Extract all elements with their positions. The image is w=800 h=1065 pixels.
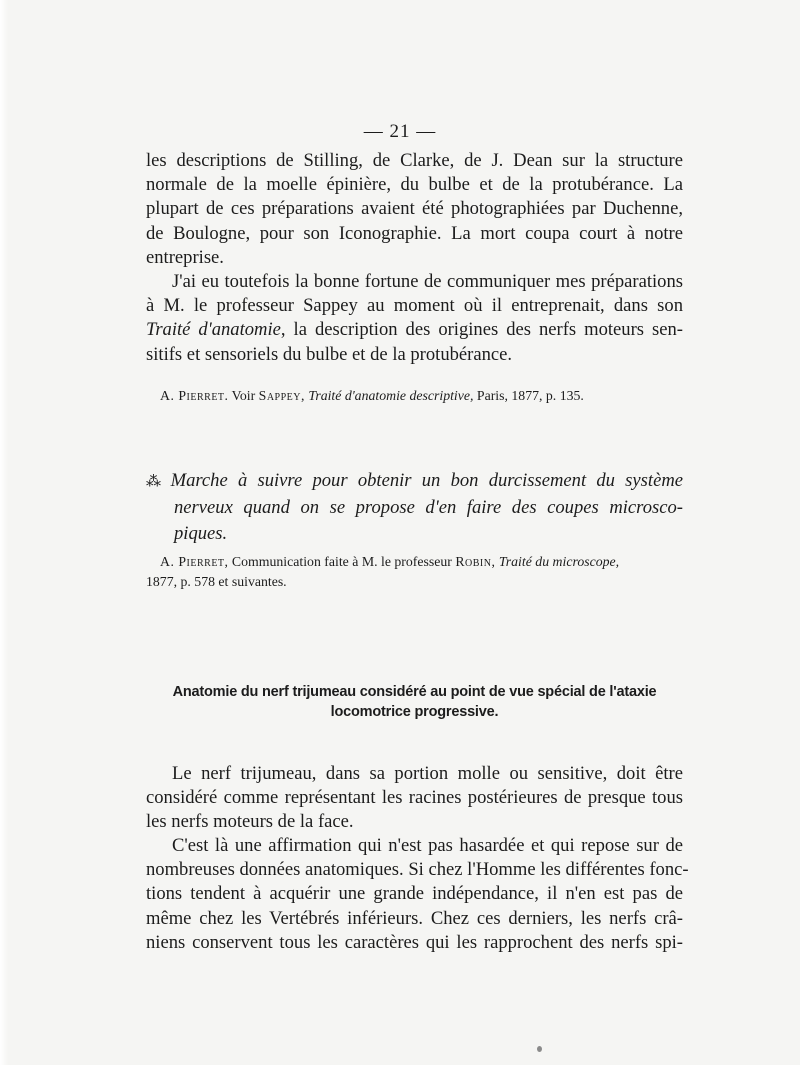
text-line: même chez les Vertébrés inférieurs. Chez ces derniers, les nerfs crâ-: [146, 907, 683, 929]
text-line: nerveux quand on se propose d'en faire des coupes microsco-: [174, 497, 683, 518]
citation-text: Paris, 1877, p. 135.: [473, 388, 584, 403]
heading-line: Anatomie du nerf trijumeau considéré au point de vue spécial de l'ataxie: [172, 684, 657, 700]
text-line: tions tendent à acquérir une grande indépendance, il n'en est pas de: [146, 883, 683, 905]
text-line: [160, 552, 683, 572]
text-line: plupart de ces préparations avaient été photographiées par Duchenne,: [146, 198, 683, 220]
cited-title: Traité d'anatomie descriptive,: [304, 388, 474, 403]
paragraph-2: [146, 270, 683, 367]
text-line: [146, 318, 683, 342]
publication-title-2: [146, 468, 683, 547]
text-line: les nerfs moteurs de la face.: [146, 811, 354, 833]
text-line: nombreuses données anatomiques. Si chez l'Homme les différentes fonc-: [146, 859, 689, 881]
text-line: entreprise.: [146, 246, 224, 268]
cited-author: Sappey,: [258, 388, 305, 403]
text-line: C'est là une affirmation qui n'est pas hasardée et qui repose sur de: [172, 835, 683, 856]
text-line: J'ai eu toutefois la bonne fortune de communiquer mes préparations: [172, 271, 683, 292]
citation-author: A. Pierret,: [160, 554, 229, 569]
citation-text: Voir: [228, 388, 259, 403]
ink-spot: [537, 1046, 542, 1052]
text-line: les descriptions de Stilling, de Clarke, de J. Dean sur la structure: [146, 150, 683, 171]
text-line: Le nerf trijumeau, dans sa portion molle ou sensitive, doit être: [172, 763, 683, 784]
citation-1: [160, 386, 697, 406]
book-title: Traité d'anatomie: [146, 319, 281, 341]
paragraph-4: [146, 834, 689, 955]
heading-line: locomotrice progressive.: [330, 704, 499, 720]
citation-2: [146, 552, 683, 592]
page-edge: [0, 0, 8, 1065]
text-line: niens conservent tous les caractères qui les rapprochent des nerfs spi-: [146, 931, 683, 953]
text-line: de Boulogne, pour son Iconographie. La mort coupa court à notre: [146, 222, 683, 244]
section-heading: [146, 682, 683, 722]
citation-author: A. Pierret.: [160, 388, 229, 403]
paragraph-1: [146, 149, 683, 270]
text-line: 1877, p. 578 et suivantes.: [146, 574, 287, 589]
text-line: normale de la moelle épinière, du bulbe et de la protubérance. La: [146, 174, 683, 196]
text-line: considéré comme représentant les racines postérieures de presque tous: [146, 787, 683, 809]
paragraph-3: [146, 762, 683, 835]
cited-title: Traité du microscope,: [495, 554, 620, 569]
text-line: sitifs et sensoriels du bulbe et de la protubérance.: [146, 343, 513, 365]
text-line: [146, 468, 683, 495]
text-span: , la description des origines des nerfs moteurs sen-: [280, 319, 683, 341]
page-number: — 21 —: [363, 121, 437, 142]
citation-text: Communication faite à M. le professeur: [228, 554, 456, 569]
cited-author: Robin,: [455, 554, 496, 569]
text-span: Marche à suivre pour obtenir un bon durcissement du système: [170, 470, 684, 491]
asterism-icon: ⁂: [146, 474, 167, 490]
text-line: à M. le professeur Sappey au moment où il entreprenait, dans son: [146, 295, 683, 317]
text-line: piques.: [174, 523, 228, 544]
